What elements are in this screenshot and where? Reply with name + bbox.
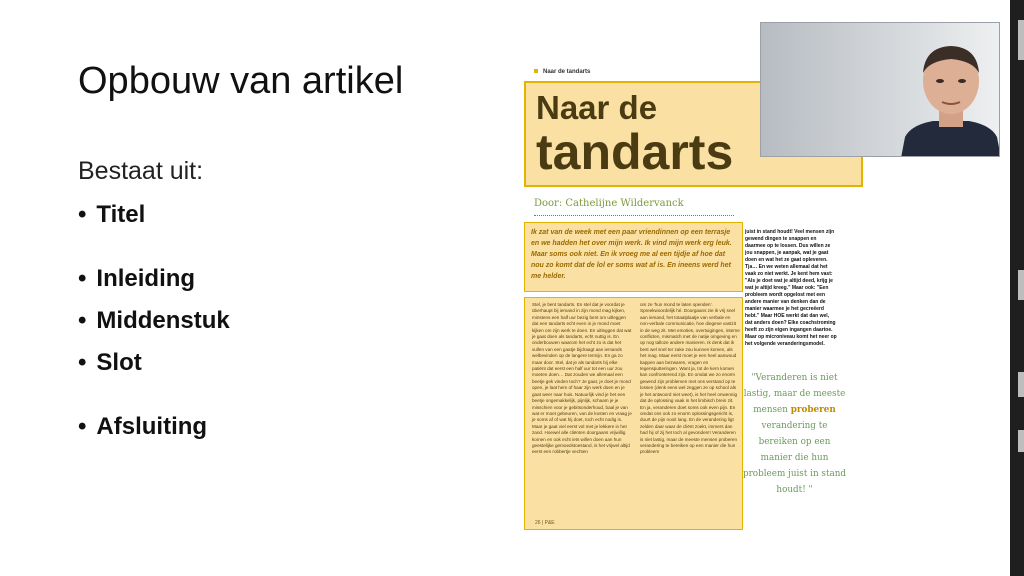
body-column-1: Stel, je bent tandarts. En stel dat je voordat je überhaupt bij iemand in zijn mond mag kijken, minstens een half uur bezig bent om uitleggen dat een tandarts echt even in je mond moet kijken om zijn werk te doen. En uitleggen dat wat je gaat doen als tandarts, echt nuttig is. En onderbouwen waarom het echt zo is dat het vullen van een gaatje bijdraagt aan iemands welbevinden op de langere termijn. En ga zo maar door. Stel, dat je als tandarts bij elke patiënt dat eerst een half uur tot een uur zou moeten doen… Dat zouden we allemaal een beetje gek vinden toch? Je gaat, je doet je mond open, je laat hem of haar zijn werk doen en je gaat weer naar huis. Natuurlijk vind je het een beetje ongemakkelijk, pijnlijk, schaam je je misschien voor je gebitsonderhoud, baal je van wat er moet gebeuren, van de kosten en vraag je je soms af of wat hij doet, toch echt nodig is. Maar je gaat viel eerst vol met je lekkere in het zand. Hoewel alle cliënten doorgaans vrijwillig komen en ook echt iets willen doen aan hun geestelijke gemoedstoestand, is het vrijwel altijd eerst een robbertje vechten xyxy=(532,302,632,455)
kicker-text: Naar de tandarts xyxy=(543,69,591,75)
kicker-dot-icon xyxy=(534,69,538,73)
magazine-kicker xyxy=(534,69,590,75)
body-column-2: om ze 'hun mond te laten openden'. Spreekwoordelijk hé. Doorgaans zie ik vrij snel aan iemand, het totaalplaatje van verbale en non-verbale communicatie, hoe diegene vastzit in de weg zit. Met emoties, overtuigingen, interne conflicten, mismatch met de natije omgeving en op nog talloze andere manieren. Ik denk dat ik best wel snel ter zake zou kunnen komen, als het mag. Maar eerst moet je een heel aanwoud kappen aan bezwaren, vragen en tegensputteringen. Want ja, tot de kern komen kan confronterend zijn. En omdat we zo enorm gewend zijn problemen met ons verstand op te lossen (denk eens wel zeggen ze op school als je het antwoord niet weet), is het heel onwennig dat de oplossing vaak in het limbisch brein zit. En ja, veranderen doet soms ook even pijn. En omdat ons ook zo enorm oplossingsgericht is, duurt de pijn nooit lang. En de verandering ligt zelden daar waar de cliënt zoekt, immers dan had hij of zij het toch al gevonden!! Veranderen is niet lastig, maar de meeste mensen proberen verandering te bereiken op een manier die hun probleem xyxy=(640,302,740,455)
quote-highlight: proberen xyxy=(790,405,836,415)
presenter-webcam xyxy=(760,22,1000,157)
bullet-titel: • Titel xyxy=(78,199,230,241)
headline-line1: Naar de xyxy=(536,89,658,126)
bullet-slot: • Slot xyxy=(78,347,230,389)
slide-title: Opbouw van artikel xyxy=(78,60,404,102)
bullet-afsluiting: • Afsluiting xyxy=(78,411,230,453)
presenter-avatar-icon xyxy=(901,37,1000,157)
body-text-box xyxy=(524,297,743,530)
quote-part-2: verandering te bereiken op een manier die hun probleem juist in stand houdt! " xyxy=(742,421,847,495)
quote-part-1: "Veranderen is niet lastig, maar de meeste mensen xyxy=(743,373,846,415)
sidebar-text: juist in stand houdt! Veel mensen zijn gewend dingen te snappen en daarmee op te lossen. Dus willen ze jou snappen, je aanpak, wat je gaat doen en wat het ze gaat opleveren. Tja… En we weten allemaal dat het vaak zo niet werkt. Je kent hem vast: "Als je doet wat je altijd deed, krijg je wat je altijd kreeg." Maar ook: "Een probleem wordt opgelost met een andere manier van denken dan de manier waarmee je het gecreëerd hebt." Maar HOE werkt dat dan wel, dat anders doen? Elke coachstroming heeft zo zijn eigen ingangen daartoe. Maar op microniveau komt het neer op het volgende veranderingsmodel. xyxy=(745,229,837,347)
slide-intro: Bestaat uit: xyxy=(78,157,204,185)
edge-block xyxy=(1018,270,1024,300)
edge-block xyxy=(1018,430,1024,452)
page-number: 26 | P&E xyxy=(535,520,555,526)
bullet-middenstuk: • Middenstuk xyxy=(78,305,230,347)
edge-block xyxy=(1018,20,1024,60)
lead-paragraph: Ik zat van de week met een paar vriendinnen op een terrasje en we hadden het over mijn werk. Ik vind mijn werk erg leuk. Maar soms ook niet. En ik vroeg me al een tijdje af hoe dat nou zo komt dat de lol er soms wat af is. En ineens werd het me helder. xyxy=(524,222,743,292)
headline-line2: tandarts xyxy=(536,124,734,180)
bullet-list xyxy=(78,199,230,453)
dotted-divider xyxy=(534,215,734,216)
bullet-inleiding: • Inleiding xyxy=(78,263,230,305)
byline: Door: Cathelijne Wildervanck xyxy=(534,198,684,209)
edge-block xyxy=(1018,372,1024,397)
pull-quote xyxy=(742,370,847,498)
